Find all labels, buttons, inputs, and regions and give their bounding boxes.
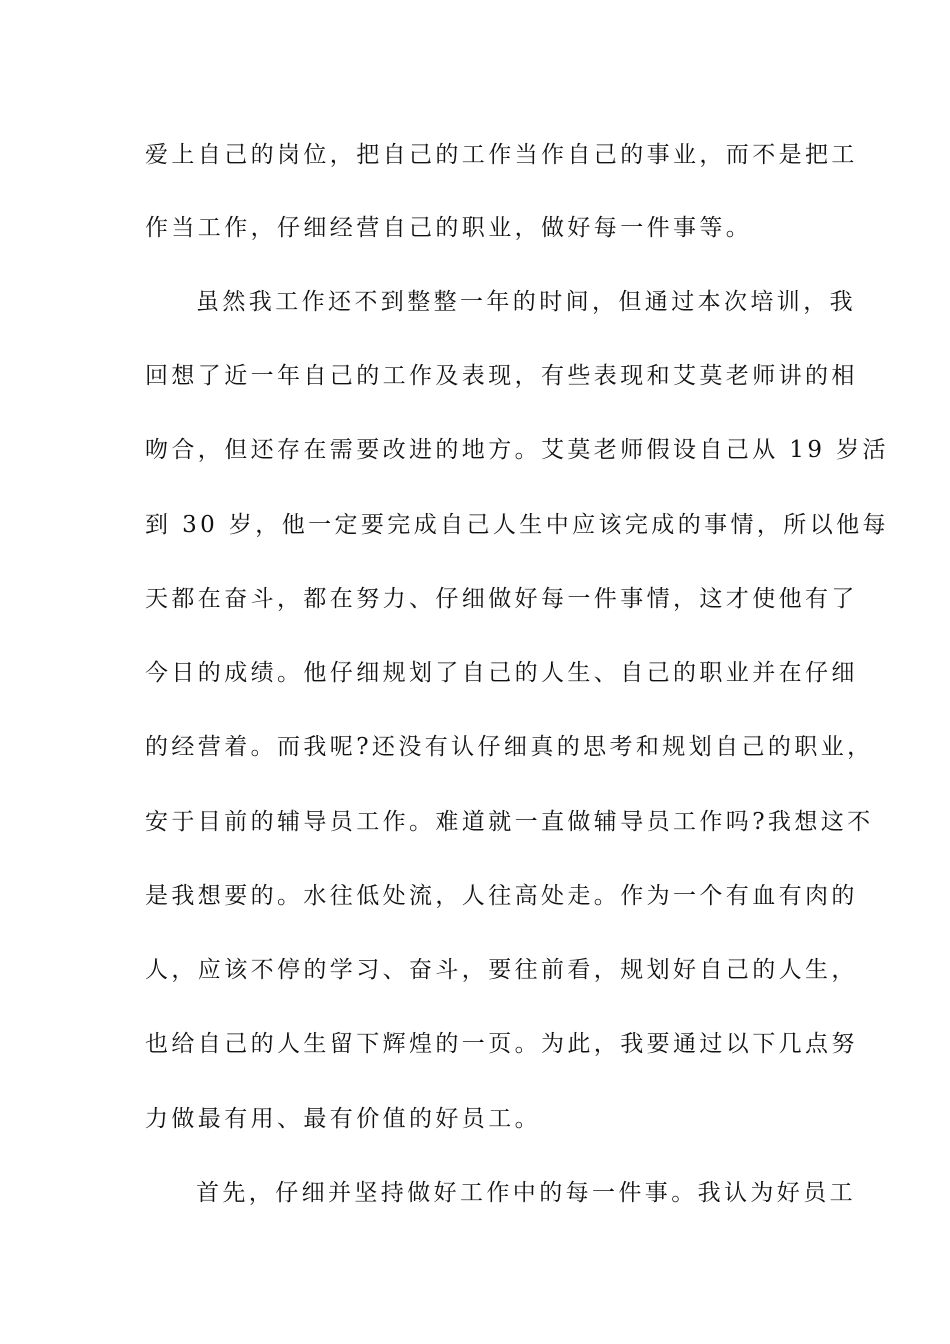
text-line: 是我想要的。水往低处流，人往高处走。作为一个有血有肉的	[145, 883, 858, 909]
text-line: 安于目前的辅导员工作。难道就一直做辅导员工作吗?我想这不	[145, 809, 874, 835]
paragraph-start-line: 虽然我工作还不到整整一年的时间，但通过本次培训，我	[196, 289, 856, 315]
text-line: 天都在奋斗，都在努力、仔细做好每一件事情，这才使他有了	[145, 586, 858, 612]
text-line: 人，应该不停的学习、奋斗，要往前看，规划好自己的人生，	[145, 957, 858, 983]
text-line: 也给自己的人生留下辉煌的一页。为此，我要通过以下几点努	[145, 1031, 858, 1057]
text-line: 作当工作，仔细经营自己的职业，做好每一件事等。	[145, 215, 753, 241]
text-line: 回想了近一年自己的工作及表现，有些表现和艾莫老师讲的相	[145, 363, 858, 389]
text-line: 吻合，但还存在需要改进的地方。艾莫老师假设自己从 19 岁活	[145, 437, 889, 463]
text-line: 到 30 岁，他一定要完成自己人生中应该完成的事情，所以他每	[145, 512, 889, 538]
text-line: 的经营着。而我呢?还没有认仔细真的思考和规划自己的职业，	[145, 734, 874, 760]
paragraph-start-line: 首先，仔细并坚持做好工作中的每一件事。我认为好员工	[196, 1180, 856, 1206]
text-line: 力做最有用、最有价值的好员工。	[145, 1106, 541, 1132]
text-line: 爱上自己的岗位，把自己的工作当作自己的事业，而不是把工	[145, 142, 858, 168]
text-line: 今日的成绩。他仔细规划了自己的人生、自己的职业并在仔细	[145, 660, 858, 686]
